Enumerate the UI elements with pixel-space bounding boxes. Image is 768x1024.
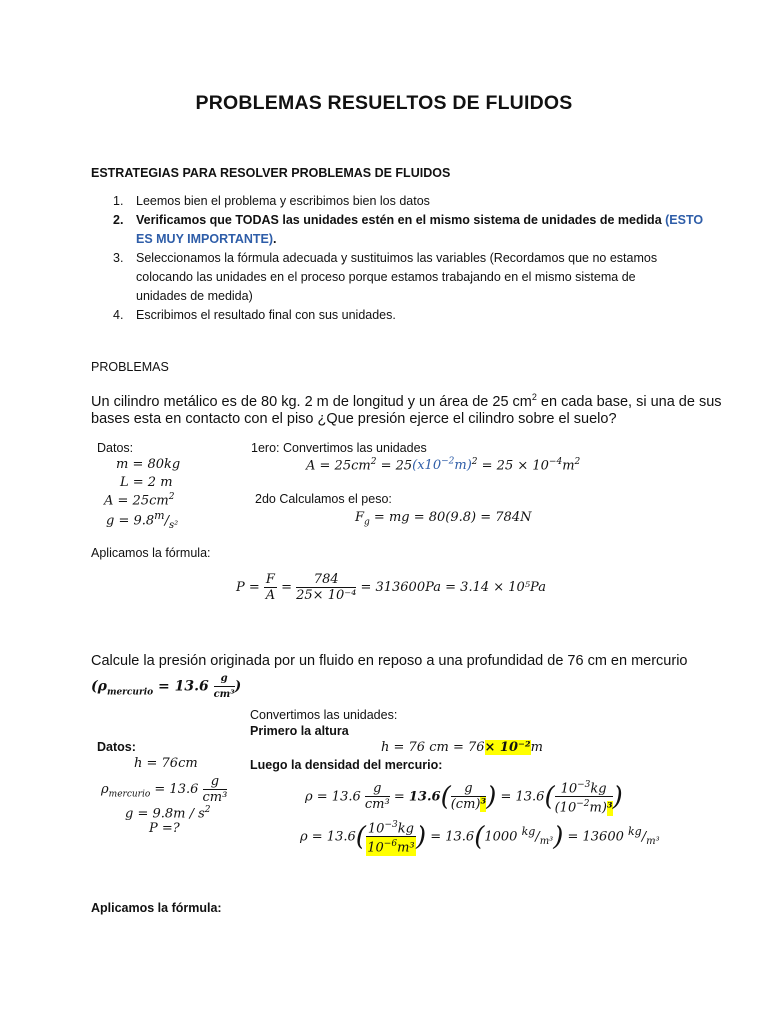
fraction-f-over-a: $\frac{F}{A}$ xyxy=(265,572,276,603)
strategy-item-3: 3. Seleccionamos la fórmula adecuada y sustituimos las variables (Recordamos que no estamos colocando las unidades en el proceso porque estamos trabajando en el mismo sistema de unidades de medida) xyxy=(113,251,658,303)
problem1-dato-area: $A = 25cm^2$ xyxy=(104,492,175,509)
problem1-step2-label: 2do Calculamos el peso: xyxy=(255,492,392,506)
problem2-height-equation: h = 76 cm = 76× 10⁻²m xyxy=(381,740,543,755)
problem1-datos-label: Datos: xyxy=(97,441,134,455)
problem2-apply-label: Aplicamos la fórmula: xyxy=(91,901,222,915)
problem1-formula: P = $\frac{F}{A}$ = $\frac{784}{\text{25× 10⁻⁴}}$ = 313600Pa = 3.14 × 10⁵Pa xyxy=(236,572,546,603)
problem2-density-equation-1: ρ = 13.6 $\frac{g}{\text{cm³}}$ = 13.6( $\frac{g}{\text{(cm)³}}$ ) = 13.6( $\frac{10^{-3}kg}{(10^{-2}m)^3}$ ) xyxy=(305,780,623,816)
problems-heading: PROBLEMAS xyxy=(91,360,169,374)
problem2-statement-line1: Calcule la presión originada por un fluido en reposo a una profundidad de 76 cm en mercurio xyxy=(91,653,688,669)
strategy-item-2: 2. Verificamos que TODAS las unidades estén en el mismo sistema de unidades de medida (ESTO ES MUY IMPORTANTE). xyxy=(113,213,704,246)
problem1-step2-equation: $F_g$ = mg = 80(9.8) = 784N xyxy=(355,510,532,528)
page-title: PROBLEMAS RESUELTOS DE FLUIDOS xyxy=(195,92,573,114)
problem1-step1-label: 1ero: Convertimos las unidades xyxy=(251,441,427,455)
problem2-density-label: Luego la densidad del mercurio: xyxy=(250,758,443,772)
problem2-rho-expression: ($\rho_{mercurio} = 13.6$ $\frac{g}{\text{cm³}}$ ) xyxy=(91,673,242,700)
problem2-dato-pressure: P =? xyxy=(149,821,180,836)
problem1-dato-length: L = 2 m xyxy=(120,475,173,490)
problem2-datos-label: Datos: xyxy=(97,740,136,754)
strategy-2-highlight-close: ES MUY IMPORTANTE) xyxy=(136,232,274,246)
problem2-dato-height: h = 76cm xyxy=(134,756,198,771)
problem1-statement-line2: bases esta en contacto con el piso ¿Que presión ejerce el cilindro sobre el suelo? xyxy=(91,411,617,427)
strategy-2-text: Verificamos que TODAS las unidades estén en el mismo sistema de unidades de medida xyxy=(136,213,662,227)
problem1-apply-label: Aplicamos la fórmula: xyxy=(91,546,211,560)
problem1-step1-equation: $A = 25cm^2 = 25(x10^{-2}m)^2 = 25 \times 10^{-4}m^2$ xyxy=(306,457,581,474)
problem2-dato-gravity: $g = 9.8m / s^2$ xyxy=(125,805,211,822)
strategies-heading: ESTRATEGIAS PARA RESOLVER PROBLEMAS DE FLUIDOS xyxy=(91,166,451,180)
strategy-item-4: 4. Escribimos el resultado final con sus unidades. xyxy=(113,308,396,322)
problem1-statement-line1: Un cilindro metálico es de 80 kg. 2 m de longitud y un área de 25 $cm^2$ en cada base, si una de sus xyxy=(91,392,722,410)
fraction-784: $\frac{784}{\text{25× 10⁻⁴}}$ xyxy=(296,572,357,603)
strategy-2-highlight-open: (ESTO xyxy=(665,213,704,227)
problem2-conv-label: Convertimos las unidades: xyxy=(250,708,398,722)
problem2-density-equation-2: ρ = 13.6( $\frac{10^{-3}kg}{10^{-6}m^3}$ ) = 13.6(1000 $^{kg}/_{m^3}) = 13600$ $^{kg}/_{m^3}$ xyxy=(300,820,660,856)
problem1-dato-gravity: $g = 9.8^m/_{s^2}$ xyxy=(106,509,179,531)
problem2-dato-density: $\rho_{mercurio} = 13.6$ $\frac{g}{\text{cm³}}$ xyxy=(101,774,228,805)
strategy-item-1: 1. Leemos bien el problema y escribimos bien los datos xyxy=(113,194,430,208)
problem1-dato-mass: m = 80kg xyxy=(116,457,181,472)
problem2-first-label: Primero la altura xyxy=(250,724,349,738)
